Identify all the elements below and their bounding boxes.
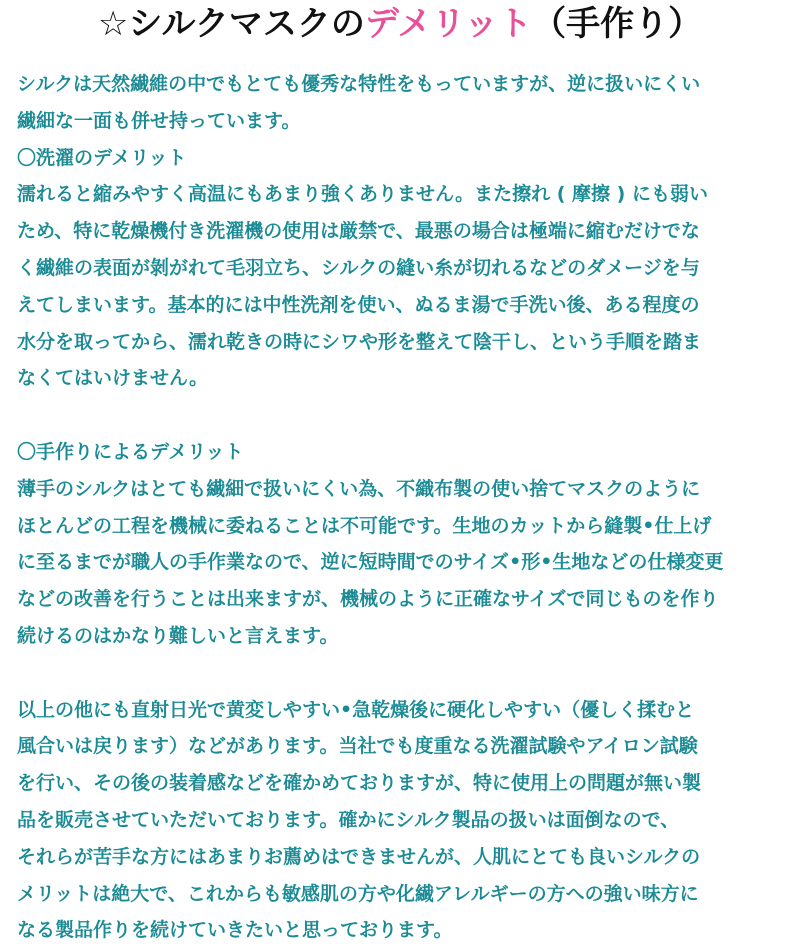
handmade-heading: 〇手作りによるデメリット [17, 440, 244, 463]
handmade-line: 続けるのはかなり難しいと言えます。 [17, 624, 339, 647]
intro-paragraph [17, 66, 797, 140]
washing-heading: 〇洗濯のデメリット [17, 146, 187, 169]
intro-line: シルクは天然繊維の中でもとても優秀な特性をもっていますが、逆に扱いにくい [17, 73, 701, 95]
article-body [17, 66, 797, 949]
washing-line: く繊維の表面が剝がれて毛羽立ち、シルクの縫い糸が切れるなどのダメージを与 [17, 256, 700, 279]
closing-line: それらが苦手な方にはあまりお薦めはできませんが、人肌にとても良いシルクの [17, 845, 701, 868]
title-accent: デメリット [364, 4, 533, 44]
handmade-section [17, 434, 797, 655]
closing-line: 品を販売させていただいております。確かにシルク製品の扱いは面倒なので、 [17, 808, 680, 831]
handmade-line: に至るまでが職人の手作業なので、逆に短時間でのサイズ•形•生地などの仕様変更 [17, 551, 724, 574]
paragraph-spacer [17, 655, 797, 692]
closing-line: 以上の他にも直射日光で黄変しやすい•急乾燥後に硬化しやすい（優しく揉むと [17, 698, 695, 721]
paragraph-spacer [17, 397, 797, 434]
washing-section [17, 140, 797, 398]
closing-line: なる製品作りを続けていきたいと思っております。 [17, 919, 453, 942]
closing-line: 風合いは戻ります）などがあります。当社でも度重なる洗濯試験やアイロン試験 [17, 735, 698, 758]
closing-line: メリットは絶大で、これからも敏感肌の方や化繊アレルギーの方への強い味方に [17, 882, 699, 905]
page-title [0, 0, 800, 52]
washing-line: ため、特に乾燥機付き洗濯機の使用は厳禁で、最悪の場合は極端に縮むだけでな [17, 220, 700, 243]
washing-line: えてしまいます。基本的には中性洗剤を使い、ぬるま湯で手洗い後、ある程度の [17, 293, 700, 316]
handmade-line: 薄手のシルクはとても繊細で扱いにくい為、不織布製の使い捨てマスクのように [17, 477, 701, 500]
washing-line: なくてはいけません。 [17, 367, 209, 390]
closing-line: を行い、その後の装着感などを確かめておりますが、特に使用上の問題が無い製 [17, 772, 702, 795]
closing-paragraph [17, 692, 797, 950]
washing-line: 水分を取ってから、濡れ乾きの時にシワや形を整えて陰干し、という手順を踏ま [17, 330, 702, 353]
washing-line: 濡れると縮みやすく高温にもあまり強くありません。また擦れ ( 摩擦 ) にも弱い [17, 183, 708, 206]
handmade-line: ほとんどの工程を機械に委ねることは不可能です。生地のカットから縫製•仕上げ [17, 514, 712, 537]
handmade-line: などの改善を行うことは出来ますが、機械のように正確なサイズで同じものを作り [17, 588, 719, 611]
title-prefix: ☆シルクマスクの [97, 4, 365, 44]
title-suffix: （手作り） [532, 4, 703, 44]
intro-line: 繊細な一面も併せ持っています。 [17, 109, 301, 132]
